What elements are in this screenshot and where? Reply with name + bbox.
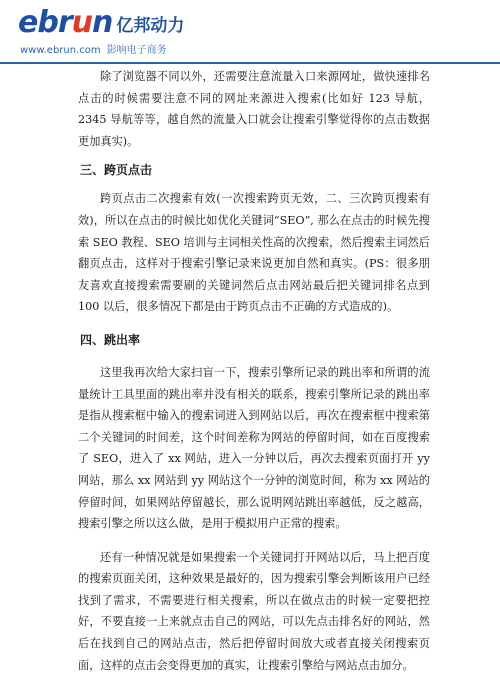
paragraph: 这里我再次给大家扫盲一下，搜索引擎所记录的跳出率和所谓的流量统计工具里面的跳出率并没有相关的联系，搜索引擎所记录的跳出率是指从搜索框中输入的搜索词进入到网站以后，再次在搜索框中搜索第二个关键词的时间差，这个时间差称为网站的停留时间，如在百度搜索了 SEO，进入了 xx 网站，进入一分钟以后，再次去搜索页面打开 yy 网站，那么 xx 网站到 yy 网站这个一分钟的浏览时间，称为 xx 网站的停留时间，如果网站停留越长，那么说明网站跳出率越低，反之越高，搜索引擎之所以这么做，是用于模拟用户正常的搜索。 [78,365,430,531]
paragraph: 除了浏览器不同以外，还需要注意流量入口来源网址，做快速排名点击的时候需要注意不同的网址来源进入搜索(比如好 123 导航，2345 导航等等，越自然的流量入口就会让搜索引擎觉得你的点击数据更加真实)。 [78,70,430,148]
site-tagline: 影响电子商务 [106,45,167,56]
site-url[interactable]: www.ebrun.com [20,45,101,56]
section-heading-bounce-rate: 四、跳出率 [80,332,141,347]
paragraph: 跨页点击二次搜索有效(一次搜索跨页无效，二、三次跨页搜索有效)，所以在点击的时候比如优化关键词“SEO”, 那么在点击的时候先搜索 SEO 教程、SEO 培训与主词相关性高的次搜索，然后搜索主词然后翻页点击，这样对于搜索引擎记录来说更加自然和真实。(PS：很多朋友喜欢直接搜索需要刷的关键词然后点击网站最后把关键词排名点到 100 以后，很多情况下都是由于跨页点击不正确的方式造成的)。 [78,192,430,314]
article-body [78,66,430,676]
paragraph: 还有一种情况就是如果搜索一个关键词打开网站以后，马上把百度的搜索页面关闭，这种效果是最好的，因为搜索引擎会判断该用户已经找到了需求，不需要进行相关搜索，所以在做点击的时候一定要把控好，不要直接一上来就点击自己的网站，可以先点击排名好的网站，然后在找到自己的网站点击，然后把停留时间放大或者直接关闭搜索页面，这样的点击会变得更加的真实，让搜索引擎给与网站点击加分。 [78,550,430,672]
brand-logo[interactable] [18,5,185,40]
logo-chinese-name: 亿邦动力 [116,16,185,36]
site-header [0,0,500,64]
logo-wordmark: ebrun [18,5,113,40]
site-url-line [20,41,167,56]
section-heading-cross-page-click: 三、跨页点击 [80,163,153,178]
